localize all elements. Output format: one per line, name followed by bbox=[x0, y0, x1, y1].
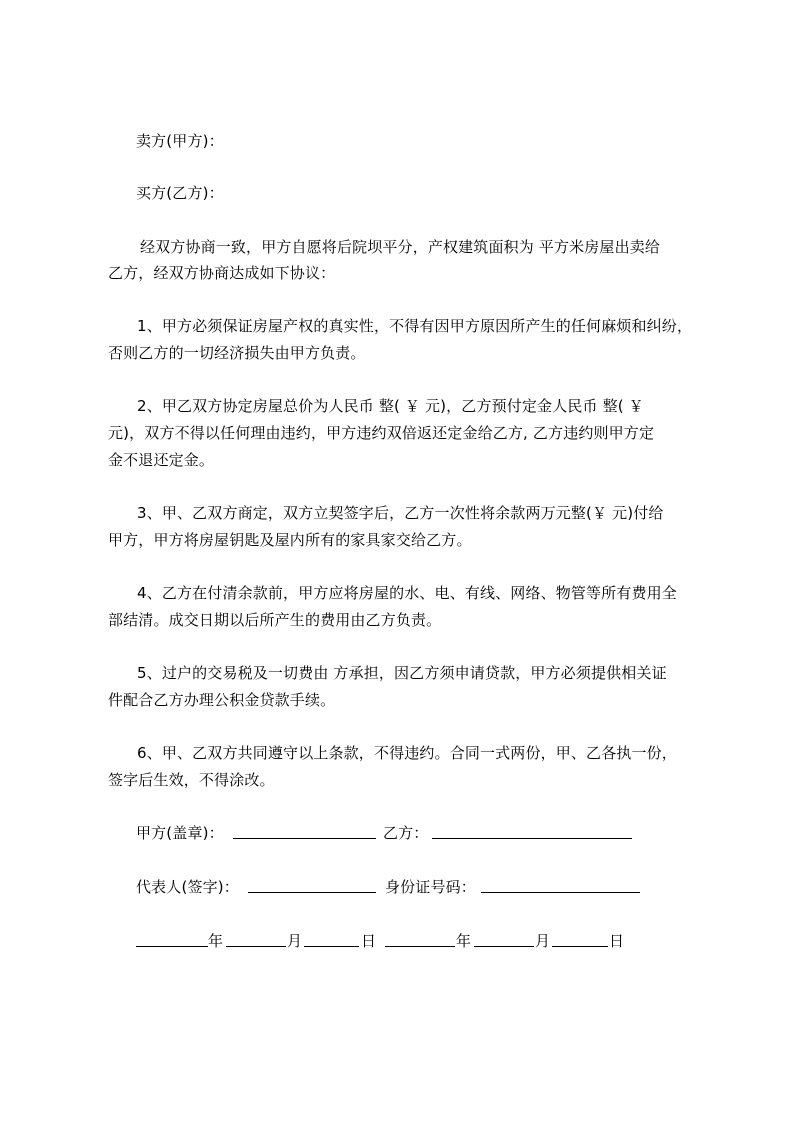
clause-4-line-1: 4、乙方在付清余款前，甲方应将房屋的水、电、有线、网络、物管等所有费用全 bbox=[137, 584, 677, 602]
intro-line-2: 乙方，经双方协商达成如下协议： bbox=[108, 264, 336, 282]
date-a-month-label: 月 bbox=[287, 932, 303, 950]
clause-6-line-1: 6、甲、乙双方共同遵守以上条款，不得违约。合同一式两份，甲、乙各执一份， bbox=[137, 744, 677, 762]
clause-2-line-2: 元)，双方不得以任何理由违约，甲方违约双倍返还定金给乙方, 乙方违约则甲方定 bbox=[108, 424, 655, 442]
clause-2-line-3: 金不退还定金。 bbox=[108, 451, 215, 469]
date-a-day-label: 日 bbox=[361, 932, 377, 950]
date-a-year-label: 年 bbox=[208, 932, 224, 950]
clause-3-line-2: 甲方，甲方将房屋钥匙及屋内所有的家具家交给乙方。 bbox=[108, 531, 472, 549]
id-number-label: 身份证号码： bbox=[385, 878, 476, 896]
clause-5-line-2: 件配合乙方办理公积金贷款手续。 bbox=[108, 691, 336, 709]
date-b-year-label: 年 bbox=[456, 932, 472, 950]
clause-3-line-1: 3、甲、乙双方商定，双方立契签字后，乙方一次性将余款两万元整(￥ 元)付给 bbox=[137, 504, 664, 522]
id-number-field[interactable] bbox=[481, 877, 640, 893]
clause-1-line-1: 1、甲方必须保证房屋产权的真实性，不得有因甲方原因所产生的任何麻烦和纠纷， bbox=[137, 317, 693, 335]
party-b-label: 乙方： bbox=[383, 824, 429, 842]
date-b-month-label: 月 bbox=[535, 932, 551, 950]
representative-signature-field[interactable] bbox=[248, 877, 376, 893]
intro-line-1: 经双方协商一致，甲方自愿将后院坝平分，产权建筑面积为 平方米房屋出卖给 bbox=[140, 238, 661, 256]
clause-4-line-2: 部结清。成交日期以后所产生的费用由乙方负责。 bbox=[108, 611, 442, 629]
date-b-month-field[interactable] bbox=[474, 931, 534, 947]
date-a-year-field[interactable] bbox=[136, 931, 208, 947]
clause-2-line-1: 2、甲乙双方协定房屋总价为人民币 整( ￥ 元)，乙方预付定金人民币 整( ￥ bbox=[137, 397, 644, 415]
clause-6-line-2: 签字后生效，不得涂改。 bbox=[108, 771, 275, 789]
representative-label: 代表人(签字)： bbox=[136, 878, 239, 896]
date-b-day-field[interactable] bbox=[552, 931, 608, 947]
date-a-month-field[interactable] bbox=[226, 931, 286, 947]
date-a-day-field[interactable] bbox=[304, 931, 359, 947]
party-a-seal-field[interactable] bbox=[233, 823, 376, 839]
clause-5-line-1: 5、过户的交易税及一切费由 方承担，因乙方须申请贷款，甲方必须提供相关证 bbox=[137, 664, 667, 682]
buyer-line: 买方(乙方)： bbox=[136, 184, 224, 202]
party-b-field[interactable] bbox=[432, 823, 632, 839]
date-b-year-field[interactable] bbox=[385, 931, 455, 947]
date-b-day-label: 日 bbox=[609, 932, 625, 950]
clause-1-line-2: 否则乙方的一切经济损失由甲方负责。 bbox=[108, 344, 366, 362]
seller-line: 卖方(甲方)： bbox=[136, 132, 224, 150]
party-a-seal-label: 甲方(盖章)： bbox=[136, 824, 224, 842]
